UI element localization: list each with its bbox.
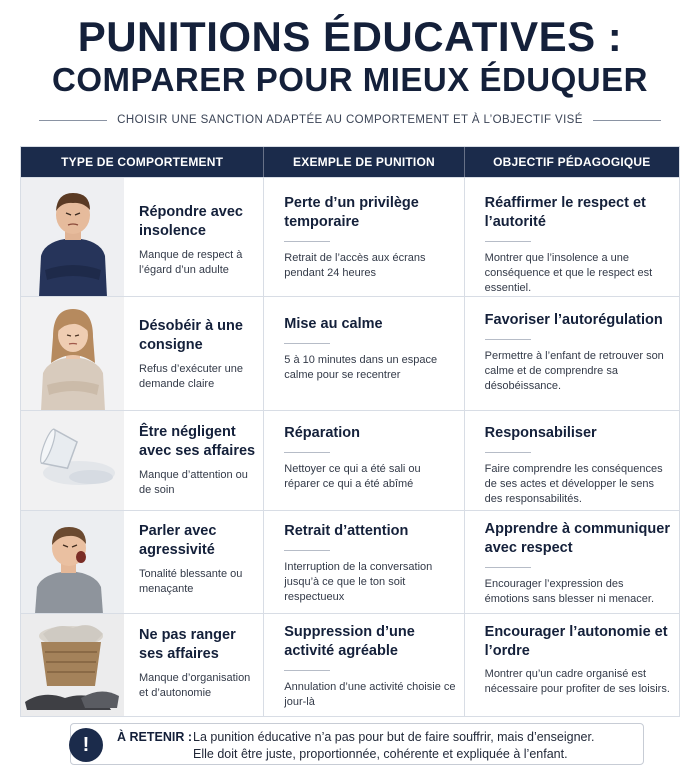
objective-cell	[465, 411, 679, 510]
divider	[284, 550, 330, 551]
laundry-basket-illustration	[21, 614, 124, 716]
subtitle-row	[0, 111, 700, 129]
header-punishment: EXEMPLE DE PUNITION	[264, 147, 464, 177]
objective-cell	[465, 178, 679, 296]
punishment-description: 5 à 10 minutes dans un espace calme pour se recentrer	[284, 354, 438, 381]
objective-description: Permettre à l’enfant de retrouver son calme et de comprendre sa désobéissance.	[484, 350, 664, 392]
behavior-cell	[21, 614, 264, 716]
objective-title: Responsabiliser	[484, 425, 597, 441]
page-title: PUNITIONS ÉDUCATIVES :	[77, 13, 623, 60]
behavior-cell	[21, 511, 264, 613]
table-row	[21, 510, 679, 613]
divider	[284, 452, 330, 453]
punishment-title: Mise au calme	[284, 316, 383, 332]
table-row	[21, 177, 679, 296]
objective-title: Apprendre à communiquer avec respect	[484, 521, 670, 556]
boy-shouting-illustration	[21, 511, 124, 613]
punishment-title: Réparation	[284, 425, 361, 441]
divider	[284, 670, 330, 671]
behavior-cell	[21, 411, 264, 510]
objective-cell	[465, 614, 679, 716]
takeaway-line-1: La punition éducative n’a pas pour but de faire souffrir, mais d’enseigner.	[193, 730, 595, 744]
objective-description: Faire comprendre les conséquences de ses actes et développer le sens des responsabilités.	[484, 463, 663, 505]
behavior-title: Parler avec agressivité	[139, 523, 217, 558]
table-row	[21, 296, 679, 410]
table-row	[21, 613, 679, 716]
objective-cell	[465, 511, 679, 613]
behavior-title: Être négligent avec ses affaires	[139, 424, 256, 459]
behavior-description: Manque de respect à l’égard d’un adulte	[139, 249, 243, 276]
takeaway-line-2: Elle doit être juste, proportionnée, cohérente et expliquée à l’enfant.	[193, 747, 568, 761]
divider	[284, 241, 330, 242]
divider	[485, 339, 531, 340]
takeaway-label: À RETENIR :	[117, 730, 192, 744]
punishment-title: Perte d’un privilège temporaire	[284, 195, 419, 230]
takeaway-box	[70, 723, 644, 765]
header-objective: OBJECTIF PÉDAGOGIQUE	[493, 155, 651, 169]
objective-title: Favoriser l’autorégulation	[484, 312, 663, 328]
subtitle-rule-right	[593, 120, 661, 121]
punishment-cell	[264, 411, 464, 510]
divider	[284, 343, 330, 344]
divider	[485, 241, 531, 242]
behavior-description: Manque d’organisation et d’autonomie	[139, 672, 251, 699]
page-title-secondary: COMPARER POUR MIEUX ÉDUQUER	[52, 61, 648, 98]
behavior-cell	[21, 297, 264, 410]
behavior-description: Refus d’exécuter une demande claire	[139, 363, 243, 390]
punishment-cell	[264, 297, 464, 410]
boy-arms-crossed-illustration	[21, 178, 124, 296]
punishment-title: Suppression d’une activité agréable	[284, 624, 415, 659]
punishment-description: Interruption de la conversation jusqu’à ce que le ton soit respectueux	[284, 561, 433, 603]
header-behavior: TYPE DE COMPORTEMENT	[21, 147, 264, 177]
subtitle-rule-left	[39, 120, 107, 121]
objective-title: Encourager l’autonomie et l’ordre	[484, 624, 668, 659]
punishment-cell	[264, 511, 464, 613]
objective-cell	[465, 297, 679, 410]
divider	[485, 452, 531, 453]
behavior-description: Tonalité blessante ou menaçante	[139, 568, 243, 595]
objective-description: Encourager l’expression des émotions sans blesser ni menacer.	[484, 578, 655, 605]
objective-description: Montrer que l’insolence a une conséquence et que le respect est essentiel.	[484, 252, 653, 294]
divider	[485, 567, 531, 568]
exclamation-icon: !	[69, 728, 103, 762]
table-header	[21, 147, 679, 177]
punishment-cell	[264, 614, 464, 716]
behavior-title: Désobéir à une consigne	[139, 318, 243, 353]
behavior-title: Ne pas ranger ses affaires	[139, 627, 236, 662]
table-row	[21, 410, 679, 510]
subtitle: CHOISIR UNE SANCTION ADAPTÉE AU COMPORTEMENT ET À L’OBJECTIF VISÉ	[117, 114, 583, 126]
behavior-cell	[21, 178, 264, 296]
objective-description: Montrer qu’un cadre organisé est nécessaire pour profiter de ses loisirs.	[484, 668, 670, 695]
punishment-description: Retrait de l’accès aux écrans pendant 24 heures	[284, 252, 426, 279]
girl-arms-crossed-illustration	[21, 297, 124, 410]
objective-title: Réaffirmer le respect et l’autorité	[484, 195, 646, 230]
behavior-description: Manque d’attention ou de soin	[139, 469, 248, 496]
spilled-glass-illustration	[21, 411, 124, 510]
punishment-description: Nettoyer ce qui a été sali ou réparer ce qui a été abîmé	[284, 463, 421, 490]
punishment-title: Retrait d’attention	[284, 523, 409, 539]
behavior-title: Répondre avec insolence	[139, 204, 243, 239]
punishment-cell	[264, 178, 464, 296]
comparison-table	[20, 146, 680, 717]
punishment-description: Annulation d’une activité choisie ce jour-là	[284, 681, 456, 708]
